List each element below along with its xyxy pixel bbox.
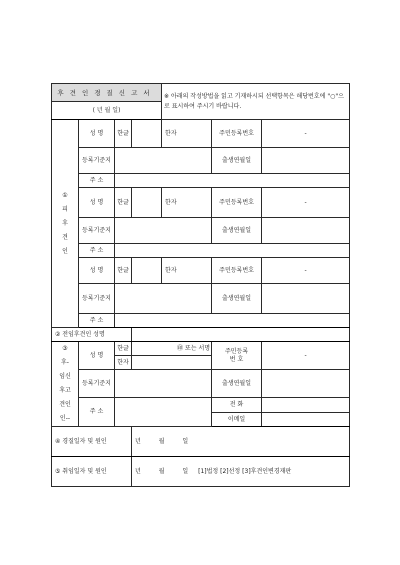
new-guardian-regbase-label: 등록기준지 — [79, 370, 115, 398]
ward3-dob-label: 출생연월일 — [212, 284, 262, 314]
ward2-address-label: 주 소 — [79, 244, 115, 258]
new-guardian-address-field[interactable] — [115, 398, 212, 427]
ward3-name-label: 성 명 — [79, 258, 115, 284]
option-appointed[interactable]: [2]선정 — [220, 467, 241, 475]
ward3-regbase-label: 등록기준지 — [79, 284, 115, 314]
ward3-address-field[interactable] — [115, 314, 350, 328]
ward1-dob-field[interactable] — [262, 148, 350, 174]
ward2-hangul-field[interactable] — [132, 188, 162, 218]
new-guardian-email-field[interactable] — [262, 413, 350, 427]
new-guardian-rrn-field[interactable]: - — [262, 342, 350, 370]
ward1-regbase-field[interactable] — [115, 148, 212, 174]
ward3-rrn-label: 주민등록번호 — [212, 258, 262, 284]
new-guardian-email-label: 이메일 — [212, 413, 262, 427]
former-guardian-field[interactable] — [132, 328, 350, 342]
ward3-dob-field[interactable] — [262, 284, 350, 314]
ward2-address-field[interactable] — [115, 244, 350, 258]
assumption-date-field[interactable] — [132, 457, 350, 487]
assumption-date-value: 년 월 일 — [135, 467, 197, 475]
option-court-change[interactable]: [3]후견인변경재판 — [242, 467, 292, 475]
ward1-hangul-label: 한글 — [115, 120, 132, 148]
ward2-hanja-label: 한자 — [162, 188, 212, 218]
ward2-hangul-label: 한글 — [115, 188, 132, 218]
new-guardian-address-label: 주 소 — [79, 398, 115, 427]
new-guardian-seal[interactable]: ㊞ 또는 서명 — [132, 342, 212, 356]
ward3-regbase-field[interactable] — [115, 284, 212, 314]
ward2-dob-field[interactable] — [262, 218, 350, 244]
ward1-hanja-label: 한자 — [162, 120, 212, 148]
form-title: 후견인경질신고서 — [52, 84, 162, 102]
ward3-hanja-label: 한자 — [162, 258, 212, 284]
ward2-regbase-field[interactable] — [115, 218, 212, 244]
assumption-date-label: ⑤ 취임일자 및 원인 — [52, 457, 132, 487]
new-guardian-label: ③ 후- 임신 후고 견인 인-- — [52, 342, 79, 427]
ward3-hangul-label: 한글 — [115, 258, 132, 284]
new-guardian-hangul-label: 한글 — [115, 342, 132, 356]
new-guardian-dob-label: 출생연월일 — [212, 370, 262, 398]
ward2-regbase-label: 등록기준지 — [79, 218, 115, 244]
new-guardian-dob-field[interactable] — [262, 370, 350, 398]
ward3-rrn-field[interactable]: - — [262, 258, 350, 284]
ward1-name-label: 성 명 — [79, 120, 115, 148]
ward2-name-label: 성 명 — [79, 188, 115, 218]
ward1-rrn-field[interactable]: - — [262, 120, 350, 148]
new-guardian-phone-label: 전 화 — [212, 398, 262, 413]
new-guardian-hanja-field[interactable] — [132, 356, 212, 370]
ward1-address-label: 주 소 — [79, 174, 115, 188]
ward1-dob-label: 출생연월일 — [212, 148, 262, 174]
ward3-address-label: 주 소 — [79, 314, 115, 328]
form-date: ( 년 월 일) — [52, 102, 162, 120]
ward1-address-field[interactable] — [115, 174, 350, 188]
option-statutory[interactable]: [1]법정 — [198, 467, 219, 475]
ward1-hangul-field[interactable] — [132, 120, 162, 148]
ward2-rrn-label: 주민등록번호 — [212, 188, 262, 218]
change-date-field[interactable]: 년 월 일 — [132, 427, 350, 457]
ward1-rrn-label: 주민등록번호 — [212, 120, 262, 148]
ward1-regbase-label: 등록기준지 — [79, 148, 115, 174]
new-guardian-hanja-label: 한자 — [115, 356, 132, 370]
ward2-dob-label: 출생연월일 — [212, 218, 262, 244]
new-guardian-phone-field[interactable] — [262, 398, 350, 413]
new-guardian-rrn-label: 주민등록 번 호 — [212, 342, 262, 370]
new-guardian-name-label: 성 명 — [79, 342, 115, 370]
new-guardian-regbase-field[interactable] — [115, 370, 212, 398]
ward3-hangul-field[interactable] — [132, 258, 162, 284]
ward-label: ① 피 후 견 인 — [52, 120, 79, 328]
change-date-label: ④ 경질일자 및 원인 — [52, 427, 132, 457]
ward2-rrn-field[interactable]: - — [262, 188, 350, 218]
former-guardian-label: ② 전임후견인 성명 — [52, 328, 132, 342]
guardian-change-report-form — [51, 83, 350, 487]
form-notice: ※ 아래의 작성방법을 읽고 기재하시되 선택항목은 해당번호에 "○"으로 표시하여 주시기 바랍니다. — [162, 84, 350, 120]
